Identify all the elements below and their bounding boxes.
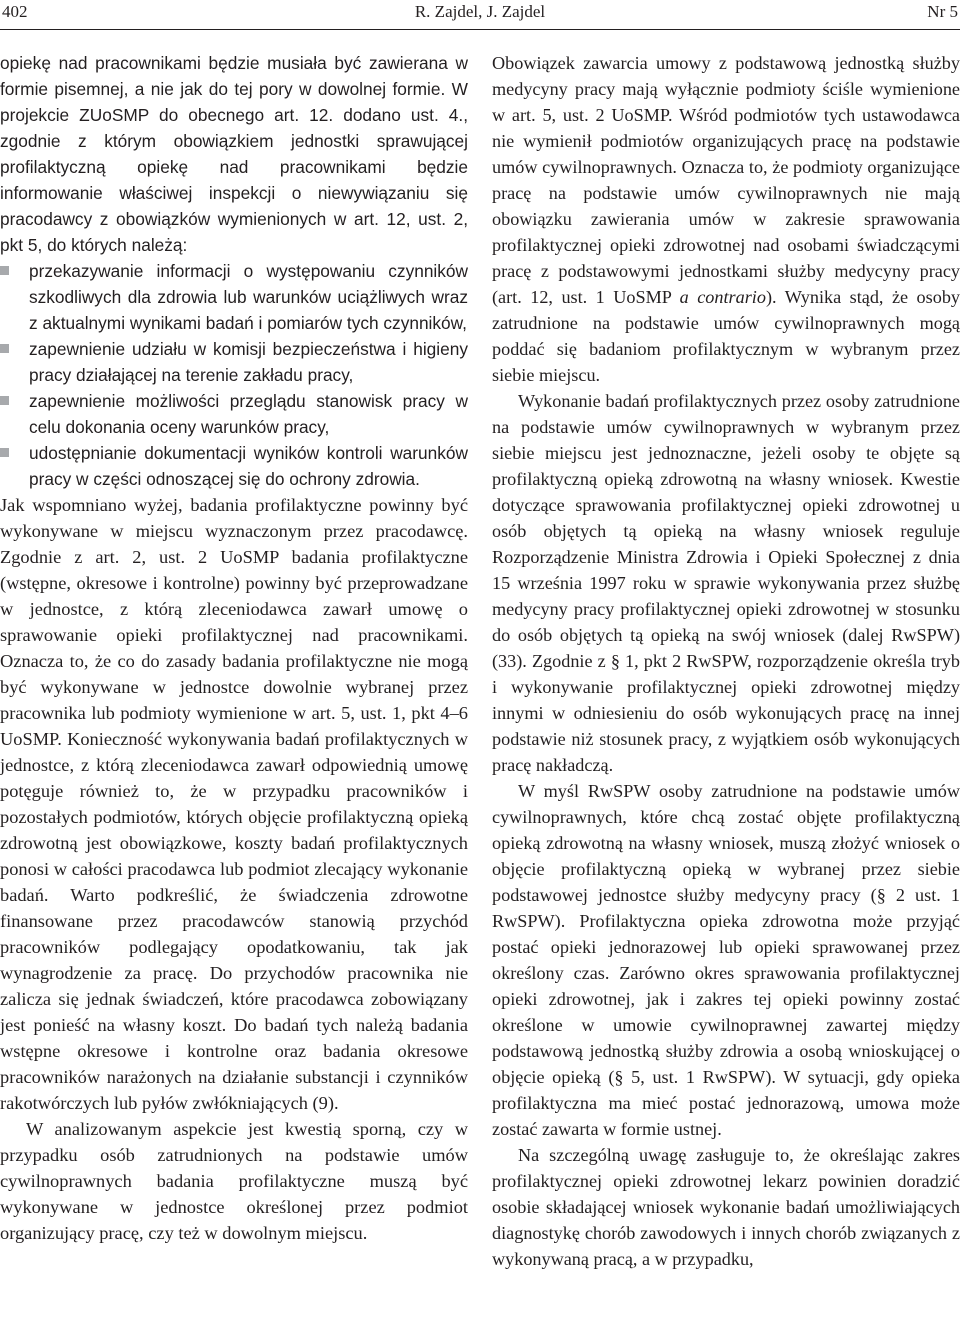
left-paragraph-1-start: opiekę nad pracownikami będzie musiała być zawierana w formie pisemnej, a nie jak do tej pory w dowolnej formie. W projekcie ZUoSMP do obecnego art. 12. dodano ust. 4. <box>0 53 468 125</box>
duty-list <box>0 258 468 492</box>
latin-term: a contrario <box>679 287 766 307</box>
right-paragraph-1-end: ). Wynika stąd, że osoby zatrudnione na podstawie umów cywilnoprawnych mogą poddać się badaniom profilaktycznym w wybranym przez siebie miejscu. <box>492 287 960 385</box>
running-authors: R. Zajdel, J. Zajdel <box>414 2 546 21</box>
left-column <box>0 50 468 1340</box>
right-column <box>492 50 960 1340</box>
page-number: 402 <box>2 2 28 21</box>
list-item-text: udostępnianie dokumentacji wyników kontroli warunków pracy w części odnoszącej się do ochrony zdrowia. <box>29 443 468 489</box>
left-paragraph-1 <box>0 50 468 258</box>
issue-number: Nr 5 <box>927 2 958 21</box>
list-item <box>0 388 468 440</box>
left-paragraph-2: Jak wspomniano wyżej, badania profilaktyczne powinny być wykonywane w miejscu wyznaczonym przez pracodawcę. Zgodnie z art. 2, ust. 2 UoSMP badania profilaktyczne (wstępne, okresowe i kontrolne) powinny być przeprowadzane w jednostce, z którą zleceniodawca zawarł umowę o sprawowanie opieki profilaktycznej nad pracownikami. Oznacza to, że co do zasady badania profilaktyczne nie mogą być wykonywane w jednostce dowolnie wybranej przez pracownika lub podmioty wymienione w art. 5, ust. 1, pkt 4–6 UoSMP. Konieczność wykonywania badań profilaktycznych w jednostce, z którą zleceniodawca zawarł odpowiednią umowę potęguje również to, że w przypadku pracowników i pozostałych podmiotów, których objęcie profilaktyczną opieką zdrowotną jest obowiązkowe, koszty badań profilaktycznych ponosi w całości pracodawca lub podmiot zlecający wykonanie badań. Warto podkreślić, że świadczenia zdrowotne finansowane przez pracodawców stanowią przychód pracowników podlegający opodatkowaniu, tak jak wynagrodzenie za pracę. Do przychodów pracownika nie zalicza się jednak świadczeń, które pracodawca zobowiązany jest ponieść na własny koszt. Do badań tych należą badania wstępne okresowe i kontrolne oraz badania okresowe pracowników narażonych na działanie substancji i czynników rakotwórczych lub pyłów zwłókniających (9). <box>0 495 468 1113</box>
list-item <box>0 440 468 492</box>
list-item <box>0 336 468 388</box>
running-header <box>0 0 960 30</box>
list-item-text: zapewnienie możliwości przeglądu stanowisk pracy w celu dokonania oceny warunków pracy, <box>29 391 468 437</box>
list-item-text: przekazywanie informacji o występowaniu czynników szkodliwych dla zdrowia lub warunków uciążliwych wraz z aktualnymi wynikami badań i pomiarów tych czynników, <box>29 261 468 333</box>
list-item <box>0 258 468 336</box>
right-paragraph-1-start: Obowiązek zawarcia umowy z podstawową jednostką służby medycyny pracy mają wyłącznie podmioty ściśle wymienione w art. 5, ust. 2 UoSMP. Wśród podmiotów tych ustawodawca nie wymienił podmiotów organizujących pracę na podstawie umów cywilnoprawnych. Oznacza to, że podmioty organizujące pracę na podstawie umów cywilnoprawnych nie mają obowiązku zawierania umów w zakresie sprawowania profilaktycznej opieki zdrowotnej nad osobami świadczącymi pracę z podstawowymi jednostkami służby medycyny pracy (art. 12, ust. 1 UoSMP <box>492 53 960 307</box>
right-paragraph-4: Na szczególną uwagę zasługuje to, że określając zakres profilaktycznej opieki zdrowotnej lekarz powinien doradzić osobie składającej wniosek wykonanie badań umożliwiających diagnostykę chorób zawodowych i innych chorób związanych z wykonywaną pracą, a w przypadku, <box>492 1145 960 1269</box>
right-paragraph-1 <box>492 50 960 388</box>
square-bullet-icon <box>0 448 9 457</box>
left-paragraph-1-cont: , zgodnie z którym obowiązkiem jednostki sprawującej profilaktyczną opiekę nad pracownikami będzie informowanie właściwej inspekcji o niewywiązaniu się pracodawcy z obowiązków wymienionych w art. 12, ust. 2, pkt 5, do których należą: <box>0 105 468 255</box>
list-item-text: zapewnienie udziału w komisji bezpieczeństwa i higieny pracy działającej na terenie zakładu pracy, <box>29 339 468 385</box>
right-paragraph-2: Wykonanie badań profilaktycznych przez osoby zatrudnione na podstawie umów cywilnoprawnych w wybranym przez siebie miejscu jest jednoznaczne, jeżeli osoby te objęte są profilaktyczną opieką zdrowotną na własny wniosek. Kwestie dotyczące sprawowania profilaktycznej opieki zdrowotnej u osób objętych tą opieką na własny wniosek reguluje Rozporządzenie Ministra Zdrowia i Opieki Społecznej z dnia 15 września 1997 roku w sprawie wykonywania przez służbę medycyny pracy profilaktycznej opieki zdrowotnej w stosunku do osób objętych tą opieką na swój wniosek (dalej RwSPW) (33). Zgodnie z § 1, pkt 2 RwSPW, rozporządzenie określa tryb i wykonywanie profilaktycznej opieki zdrowotnej między innymi w odniesieniu do osób wykonujących pracę na innej podstawie niż stosunek pracy, z wyjątkiem osób wykonujących pracę nakładczą. <box>492 391 960 775</box>
square-bullet-icon <box>0 344 9 353</box>
square-bullet-icon <box>0 396 9 405</box>
square-bullet-icon <box>0 266 9 275</box>
right-paragraph-3: W myśl RwSPW osoby zatrudnione na podstawie umów cywilnoprawnych, które chcą zostać objęte profilaktyczną opieką zdrowotną na własny wniosek, muszą złożyć wniosek o objęcie profilaktyczną opieką w wybranej przez siebie podstawowej jednostce służby medycyny pracy (§ 2 ust. 1 RwSPW). Profilaktyczna opieka zdrowotna może przyjąć postać opieki jednorazowej lub opieki sprawowanej przez określony czas. Zarówno okres sprawowania profilaktycznej opieki zdrowotnej, jak i zakres tej opieki powinny zostać określone w umowie cywilnoprawnej zawartej między podstawową jednostką służby zdrowia a osobą wnioskującej o objęcie opieką (§ 5, ust. 1 RwSPW). W sytuacji, gdy opieka profilaktyczna ma mieć postać jednorazową, umowa może zostać zawarta w formie ustnej. <box>492 781 960 1139</box>
left-paragraph-3: W analizowanym aspekcie jest kwestią sporną, czy w przypadku osób zatrudnionych na podstawie umów cywilnoprawnych badania profilaktyczne muszą być wykonywane w jednostce określonej przez podmiot organizujący pracę, czy też w dowolnym miejscu. <box>0 1119 468 1243</box>
header-rule <box>0 29 960 30</box>
